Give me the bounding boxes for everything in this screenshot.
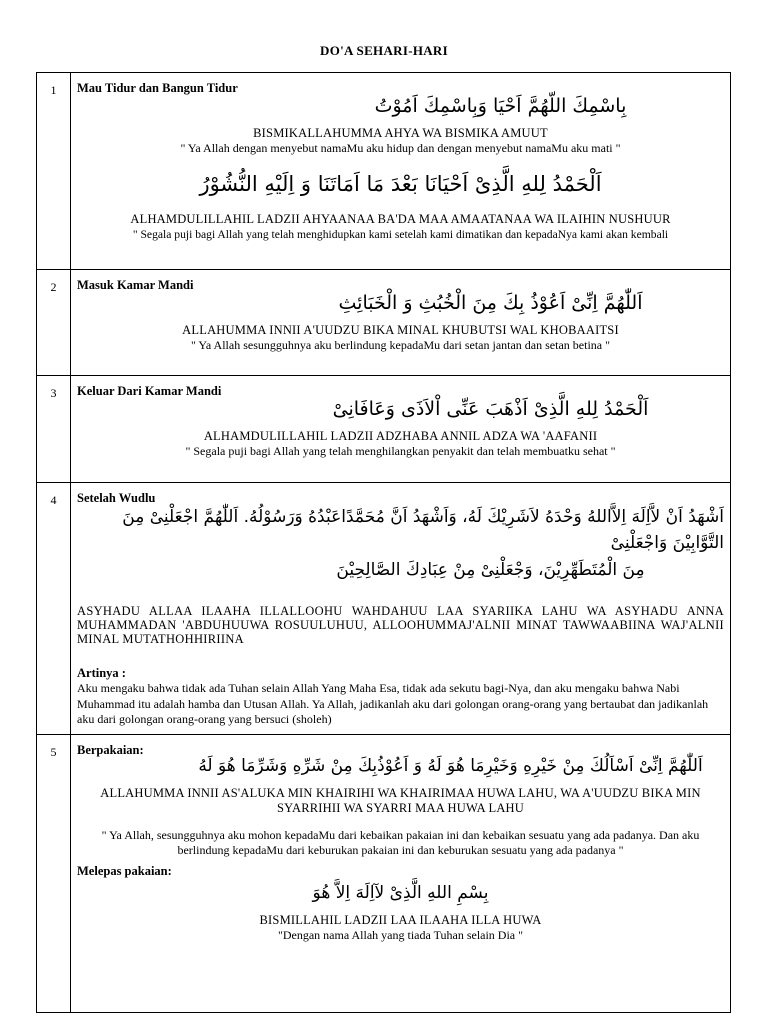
table-row: [37, 73, 731, 270]
latin-transliteration: ALLAHUMMA INNII A'UUDZU BIKA MINAL KHUBUTSI WAL KHOBAAITSI: [182, 323, 619, 337]
row-number: 2: [37, 270, 71, 376]
meaning-text: " Segala puji bagi Allah yang telah menghilangkan penyakit dan telah membuatku sehat ": [185, 444, 616, 458]
latin-transliteration: BISMILLAHIL LADZII LAA ILAAHA ILLA HUWA: [259, 912, 542, 927]
meaning-text: " Segala puji bagi Allah yang telah menghidupkan kami setelah kami dimatikan dan kepadaNya kami akan kembali: [132, 228, 669, 241]
section-heading: Masuk Kamar Mandi: [77, 278, 194, 292]
section-subheading: Melepas pakaian:: [77, 863, 172, 878]
table-row: [37, 483, 731, 735]
table-row: [37, 376, 731, 483]
artinya-label: Artinya :: [77, 666, 126, 680]
meaning-text: " Ya Allah sesungguhnya aku berlindung kepadaMu dari setan jantan dan setan betina ": [190, 338, 611, 352]
row-content: [71, 376, 731, 483]
arabic-text: اَلْحَمْدُ لِلهِ الَّذِىْ اَذْهَبَ عَنِّى اْلاَذَى وَعَافَانِىْ: [332, 398, 649, 420]
arabic-text: مِنَ الْمُتَطَهِّرِيْنَ، وَجْعَلْنِىْ مِنْ عِبَادِكَ الصَّالِحِيْنَ: [336, 560, 645, 580]
row-number: 4: [37, 483, 71, 735]
arabic-text: اَشْهَدُ اَنْ لاَّاِلَهَ اِلاَّاللهُ وَحْدَهُ لاَشَرِيْكَ لَهُ، وَاَشْهَدُ اَنَّ مُحَمَّدًاعَبْدُهُ وَرَسُوْلُهُ. اَللّٰهُمَّ اجْعَلْنِىْ مِنَ التَّوَّابِيْنَ وَاجْعَلْنِىْ: [122, 507, 724, 553]
meaning-text: " Ya Allah dengan menyebut namaMu aku hidup dan dengan menyebut namaMu aku mati ": [180, 141, 621, 155]
meaning-text: "Dengan nama Allah yang tiada Tuhan selain Dia ": [277, 927, 524, 942]
latin-transliteration: ALLAHUMMA INNII AS'ALUKA MIN KHAIRIHI WA KHAIRIMAA HUWA LAHU, WA A'UUDZU BIKA MIN SYARRIHII WA SYARRI MAA HUWA LAHU: [100, 785, 701, 815]
document-title: DO'A SEHARI-HARI: [320, 43, 448, 58]
section-heading: Keluar Dari Kamar Mandi: [77, 384, 222, 398]
latin-transliteration: BISMIKALLAHUMMA AHYA WA BISMIKA AMUUT: [253, 126, 548, 140]
section-heading: Mau Tidur dan Bangun Tidur: [77, 81, 238, 95]
meaning-text: " Ya Allah, sesungguhnya aku mohon kepadaMu dari kebaikan pakaian ini dan kebaikan sesuatu yang ada padanya. Dan aku berlindung kepadaMu dari keburukan pakaian ini dan keburukan sesuatu yang ada padanya ": [101, 827, 700, 857]
latin-transliteration: ALHAMDULILLAHIL LADZII ADZHABA ANNIL ADZA WA 'AAFANII: [203, 429, 598, 443]
row-content: [71, 734, 731, 1012]
arabic-text: اَلْحَمْدُ لِلهِ الَّذِىْ اَحْيَانَا بَعْدَ مَا اَمَاتَنَا وَ اِلَيْهِ النُّشُوْرُ: [199, 172, 602, 196]
arabic-text: بِسْمِ اللهِ الَّذِىْ لآاِلَهَ اِلاَّ هُوَ: [312, 882, 489, 903]
section-heading: Berpakaian:: [77, 742, 144, 757]
arabic-text: بِاسْمِكَ اللّهُمَّ اَحْيَا وَبِاسْمِكَ اَمُوْتُ: [374, 95, 627, 117]
row-number: 5: [37, 734, 71, 1012]
row-content: [71, 270, 731, 376]
doa-table: [36, 72, 731, 1013]
artinya-text: Aku mengaku bahwa tidak ada Tuhan selain Allah Yang Maha Esa, tidak ada sekutu bagi-Nya, dan aku mengaku bahwa Nabi Muhammad itu adalah hamba dan Utusan Allah. Ya Allah, jadikanlah aku dari golongan orang-orang yang bertaubat dan jadikanlah aku dari golongan orang-orang yang bersuci (sholeh): [77, 681, 709, 726]
row-content: [71, 73, 731, 270]
section-heading: Setelah Wudlu: [77, 491, 156, 505]
row-number: 1: [37, 73, 71, 270]
arabic-text: اَللّٰهُمَّ اِنِّىْ اَسْاَلُكَ مِنْ خَيْرِهِ وَخَيْرِمَا هُوَ لَهُ وَ اَعُوْذُبِكَ مِنْ شَرِّهِ وَشَرِّمَا هُوَ لَهُ: [198, 755, 703, 776]
latin-transliteration: ASYHADU ALLAA ILAAHA ILLALLOOHU WAHDAHUU LAA SYARIIKA LAHU WA ASYHADU ANNA MUHAMMADAN 'ABDUHUUWA ROSUULUHUU, ALLOOHUMMAJ'ALNII MINAT TAWWAABIINA WAJ'ALNII MINAL MUTATHOHHIRIINA: [77, 604, 724, 646]
latin-transliteration: ALHAMDULILLAHIL LADZII AHYAANAA BA'DA MAA AMAATANAA WA ILAIHIN NUSHUUR: [130, 212, 671, 226]
row-content: [71, 483, 731, 735]
table-row: [37, 270, 731, 376]
arabic-text: اَللّٰهُمَّ اِنِّىْ اَعُوْذُ بِكَ مِنَ الْخُبُثِ وَ الْخَبَائِثِ: [338, 292, 643, 314]
table-row: [37, 734, 731, 1012]
row-number: 3: [37, 376, 71, 483]
